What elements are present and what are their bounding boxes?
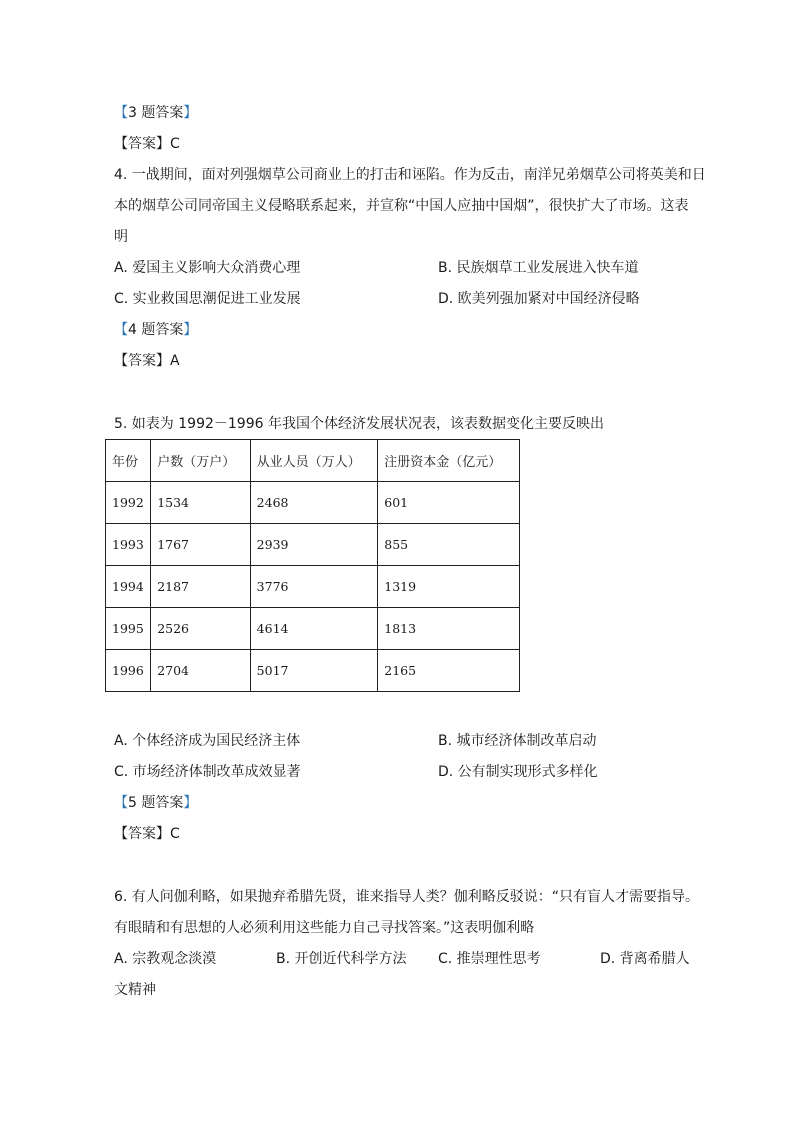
table-cell: 2704	[151, 650, 250, 692]
table-header-cell: 年份	[106, 440, 151, 482]
q5-option-c[interactable]: C. 市场经济体制改革成效显著	[114, 764, 301, 780]
q5-stem: 5. 如表为 1992－1996 年我国个体经济发展状况表，该表数据变化主要反映出	[114, 416, 604, 432]
q4-option-a[interactable]: A. 爱国主义影响大众消费心理	[114, 260, 301, 276]
table-cell: 1995	[106, 608, 151, 650]
q4-answer: 【答案】A	[114, 353, 180, 369]
table-row	[106, 482, 520, 524]
table-header-row	[106, 440, 520, 482]
table-header-cell: 从业人员（万人）	[250, 440, 378, 482]
q6-option-d[interactable]: D. 背离希腊人	[600, 951, 690, 967]
table-cell: 1996	[106, 650, 151, 692]
q6-option-d-continuation: 文精神	[114, 982, 156, 998]
q5-option-d[interactable]: D. 公有制实现形式多样化	[438, 764, 598, 780]
q6-stem-line1: 6. 有人问伽利略，如果抛弃希腊先贤，谁来指导人类？伽利略反驳说：“只有盲人才需要指导。	[114, 889, 700, 905]
q4-answer-tag: 【4 题答案】	[114, 322, 198, 338]
q6-option-c[interactable]: C. 推崇理性思考	[438, 951, 541, 967]
table-header-cell: 注册资本金（亿元）	[378, 440, 520, 482]
table-cell: 855	[378, 524, 520, 566]
table-cell: 2468	[250, 482, 378, 524]
table-cell: 1534	[151, 482, 250, 524]
q5-answer-tag: 【5 题答案】	[114, 795, 198, 811]
table-cell: 1767	[151, 524, 250, 566]
q4-stem-line1: 4. 一战期间，面对列强烟草公司商业上的打击和诬陷。作为反击，南洋兄弟烟草公司将英美和日	[114, 167, 706, 183]
table-cell: 1994	[106, 566, 151, 608]
table-header-cell: 户数（万户）	[151, 440, 250, 482]
q5-option-b[interactable]: B. 城市经济体制改革启动	[438, 733, 597, 749]
q4-stem-line3: 明	[114, 229, 128, 245]
q4-option-d[interactable]: D. 欧美列强加紧对中国经济侵略	[438, 291, 640, 307]
table-cell: 1992	[106, 482, 151, 524]
table-row	[106, 566, 520, 608]
table-cell: 2187	[151, 566, 250, 608]
table-cell: 1319	[378, 566, 520, 608]
table-cell: 5017	[250, 650, 378, 692]
table-cell: 2526	[151, 608, 250, 650]
table-cell: 1993	[106, 524, 151, 566]
q5-data-table	[105, 439, 520, 692]
q5-answer: 【答案】C	[114, 826, 180, 842]
q4-option-b[interactable]: B. 民族烟草工业发展进入快车道	[438, 260, 639, 276]
q6-stem-line2: 有眼睛和有思想的人必须利用这些能力自己寻找答案。”这表明伽利略	[114, 920, 535, 936]
q6-option-a[interactable]: A. 宗教观念淡漠	[114, 951, 217, 967]
q4-stem-line2: 本的烟草公司同帝国主义侵略联系起来，并宣称“中国人应抽中国烟”，很快扩大了市场。这表	[114, 198, 689, 214]
q3-answer: 【答案】C	[114, 136, 180, 152]
q6-option-b[interactable]: B. 开创近代科学方法	[276, 951, 407, 967]
q5-option-a[interactable]: A. 个体经济成为国民经济主体	[114, 733, 301, 749]
table-cell: 2939	[250, 524, 378, 566]
q3-answer-tag: 【3 题答案】	[114, 105, 198, 121]
q4-option-c[interactable]: C. 实业救国思潮促进工业发展	[114, 291, 301, 307]
table-row	[106, 524, 520, 566]
table-cell: 4614	[250, 608, 378, 650]
table-cell: 2165	[378, 650, 520, 692]
table-cell: 3776	[250, 566, 378, 608]
table-cell: 601	[378, 482, 520, 524]
table-row	[106, 608, 520, 650]
table-cell: 1813	[378, 608, 520, 650]
table-row	[106, 650, 520, 692]
